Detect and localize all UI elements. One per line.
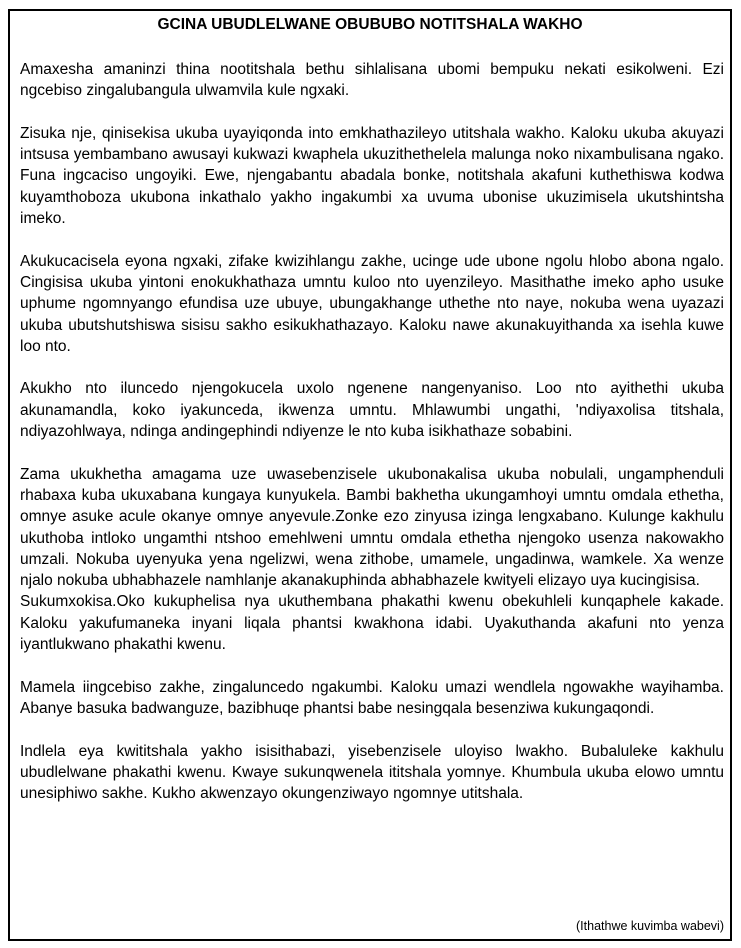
article-frame — [8, 9, 732, 941]
paragraph-2: Zisuka nje, qinisekisa ukuba uyayiqonda into emkhathazileyo utitshala wakho. Kaloku ukuba akuyazi intsusa yembambano awusayi kukwazi kwaphela ukuzithethelela malunga noko nixambulisana ngako. Funa ingcaciso ungoyiki. Ewe, njengabantu abadala bonke, notitshala akafuni kuthethiswa kodwa kuyamthoboza ukubona inkathalo yakho ingakumbi xa uvuma ubonise ukuzimisela ukutshintsha imeko. — [20, 124, 724, 228]
paragraph-6: Sukumxokisa.Oko kukuphelisa nya ukuthembana phakathi kwenu obekuhleli kunqaphele kakade. Kaloku yakufumaneka inyani liqala phantsi kwakhona idabi. Uyakuthanda akafuni nto yenza iyantlukwano phakathi kwenu. — [20, 593, 724, 654]
article-body — [20, 59, 724, 826]
paragraph-1: Amaxesha amaninzi thina nootitshala bethu sihlalisana ubomi bempuku nekati esikolweni. Ezi ngcebiso zingalubangula ulwamvila kule ngxaki. — [20, 61, 724, 100]
paragraph-5: Zama ukukhetha amagama uze uwasebenzisele ukubonakalisa ukuba nobulali, ungamphenduli rhabaxa kuba ukuxabana kungaya kunyukela. Bambi bakhetha ukungamhoyi umntu omdala ethetha, omnye asuke acule okanye omnye anyevule.Zonke ezo zinyusa izinga lengxabano. Kulunge kakhulu ukuthoba intloko ungamthi ntshoo emehlweni umntu omdala ethetha njengoko usenza nakowakho umzali. Nokuba uyenyuka yena ngelizwi, wena zithobe, umamele, ungadinwa, wamkele. Xa wenze njalo nokuba ubhabhazele namhlanje akanakuphinda abhabhazele kwityeli elizayo uya kucingisisa. — [20, 465, 724, 590]
paragraph-3: Akukucacisela eyona ngxaki, zifake kwizihlangu zakhe, ucinge ude ubone ngolu hlobo abona ngalo. Cingisisa ukuba yintoni enokukhathaza umntu kuloo nto uyenzileyo. Masithathe imeko apho usuke uphume ngomnyango efundisa uze ubuye, ubungakhange uthethe nto naye, nokuba wena uyazazi ukuba ubutshutshiswa sisisu sakho esikukhathazayo. Kaloku nawe akunakuyithanda xa isehla kuwe loo nto. — [20, 252, 724, 355]
source-note: (Ithathwe kuvimba wabevi) — [576, 919, 724, 933]
paragraph-8: Indlela eya kwititshala yakho isisithabazi, yisebenzisele uloyiso lwakho. Bubaluleke kakhulu ubudlelwane phakathi kwenu. Kwaye sukunqwenela ititshala yomnye. Khumbula ukuba elowo umntu unesiphiwo sakhe. Kukho akwenzayo okungenziwayo ngomnye utitshala. — [20, 742, 724, 803]
paragraph-4: Akukho nto iluncedo njengokucela uxolo ngenene nangenyaniso. Loo nto ayithethi ukuba akunamandla, koko iyakunceda, ikwenza umntu. Mhlawumbi ungathi, 'ndiyaxolisa titshala, ndiyazohlwaya, ndinga andingephindi ndiyenze le nto kuba isikhathaze sobabini. — [20, 380, 724, 441]
paragraph-7: Mamela iingcebiso zakhe, zingaluncedo ngakumbi. Kaloku umazi wendlela ngowakhe wayihamba. Abanye basuka badwanguze, bazibhuqe phantsi babe nesingqala besenziwa kukungaqondi. — [20, 678, 724, 717]
article-title: GCINA UBUDLELWANE OBUBUBO NOTITSHALA WAKHO — [157, 16, 583, 33]
